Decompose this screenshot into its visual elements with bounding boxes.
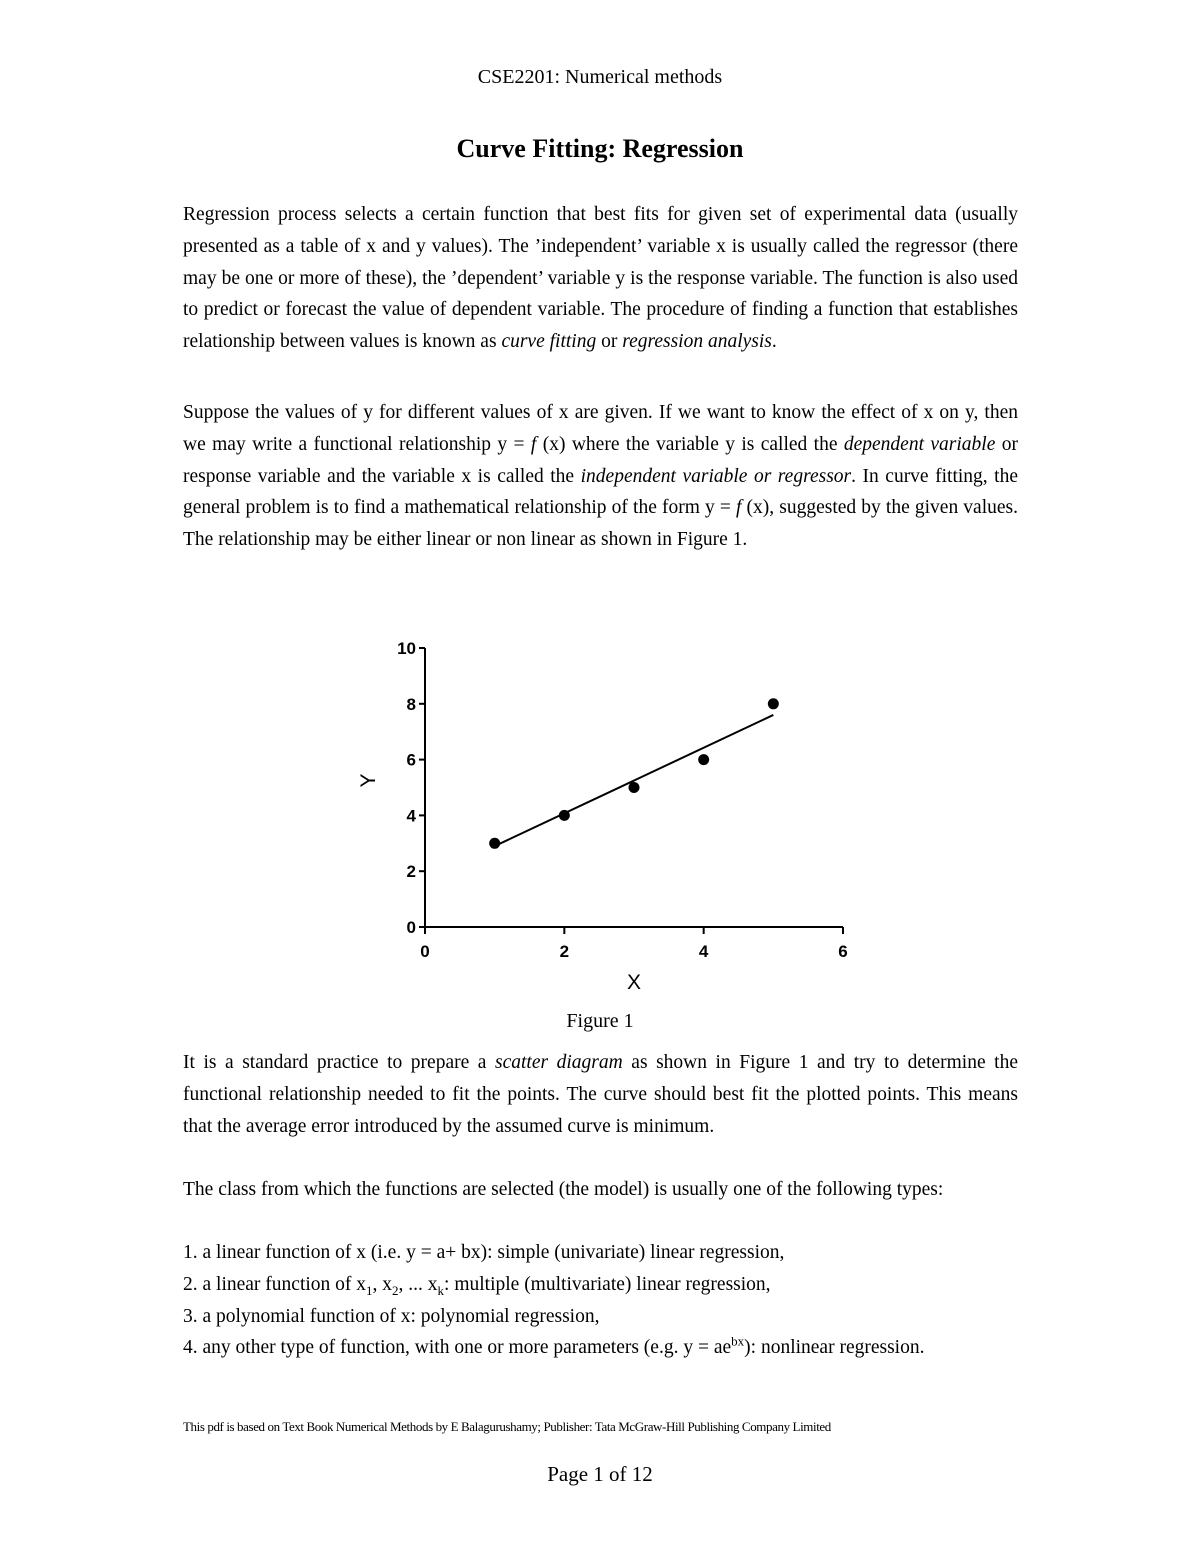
page-title: Curve Fitting: Regression <box>456 134 744 163</box>
subscript: k <box>437 1282 445 1298</box>
function-symbol: f <box>736 497 742 519</box>
list-item-multiple <box>183 1269 1018 1301</box>
data-point <box>768 698 779 709</box>
text: , x <box>372 1273 393 1295</box>
list-item-polynomial: 3. a polynomial function of x: polynomial regression, <box>183 1305 600 1327</box>
scatter-chart <box>350 630 870 1000</box>
text: ): nonlinear regression. <box>744 1337 925 1359</box>
x-tick-label: 2 <box>559 942 570 961</box>
superscript: bx <box>731 1333 745 1349</box>
x-tick-label: 0 <box>420 942 430 961</box>
text: It is a standard practice to prepare a <box>183 1052 496 1073</box>
text: (x) where the variable y is called the <box>536 433 844 455</box>
x-tick-label: 6 <box>838 942 848 961</box>
regression-types-list <box>183 1237 1018 1364</box>
list-item-nonlinear <box>183 1332 1018 1364</box>
text: (x), suggested by the given values. The relationship may be either linear or non linear as shown in Figure 1. <box>183 497 1019 551</box>
course-header: CSE2201: Numerical methods <box>477 66 723 88</box>
x-axis-label: X <box>626 971 642 994</box>
function-symbol: f <box>530 433 537 455</box>
y-tick-label: 10 <box>397 639 416 658</box>
text: , ... x <box>398 1273 438 1295</box>
footnote: This pdf is based on Text Book Numerical Methods by E Balagurushamy; Publisher: Tata McGraw-Hill Publishing Company Limited <box>183 1419 831 1434</box>
term-regression-analysis: regression analysis <box>622 331 772 353</box>
data-points <box>489 698 779 849</box>
text: Regression process selects a certain function that best fits for given set of experimental data (usually presented as a table of x and y values). The ’independent’ variable x is usually called the regressor (there may be one or more of these), the ’dependent’ variable y is the response variable. The function is also used to predict or forecast the value of dependent variable. The procedure of finding a function that establishes relationship between values is known as <box>183 204 1018 353</box>
subscript: 2 <box>392 1282 399 1298</box>
data-point <box>698 754 709 765</box>
y-axis-label: Y <box>357 773 380 788</box>
paragraph-model-class: The class from which the functions are selected (the model) is usually one of the following types: <box>183 1179 944 1200</box>
text: . In curve fitting, the general problem is to find a mathematical relationship of the form y = <box>183 465 1018 519</box>
paragraph-relationship <box>183 397 1018 556</box>
text: or <box>596 331 623 353</box>
subscript: 1 <box>366 1282 373 1298</box>
text: Suppose the values of y for different values of x are given. If we want to know the effect of x on y, then we may write a functional relationship y = <box>183 402 1018 455</box>
y-tick-label: 2 <box>406 862 416 882</box>
paragraph-scatter <box>183 1047 1018 1142</box>
figure-1-chart <box>350 630 870 1000</box>
text: 2. a linear function of x <box>183 1273 367 1295</box>
y-ticks <box>397 639 425 937</box>
term-dependent-variable: dependent variable <box>843 433 996 455</box>
term-scatter-diagram: scatter diagram <box>495 1052 623 1073</box>
text: or response variable and the variable x is called the <box>183 433 1018 487</box>
text: . <box>771 331 777 353</box>
figure-caption: Figure 1 <box>566 1010 634 1032</box>
x-tick-label: 4 <box>698 942 709 961</box>
y-tick-label: 0 <box>406 918 416 937</box>
data-point <box>629 782 640 793</box>
list-item-linear: 1. a linear function of x (i.e. y = a+ bx): simple (univariate) linear regression, <box>183 1242 785 1263</box>
regression-line <box>495 715 774 846</box>
y-tick-label: 6 <box>406 750 416 770</box>
data-point <box>489 838 500 849</box>
y-tick-label: 4 <box>406 806 416 826</box>
data-point <box>559 810 570 821</box>
term-curve-fitting: curve fitting <box>501 331 597 353</box>
x-ticks <box>420 927 847 961</box>
term-independent-variable: independent variable or regressor <box>580 465 852 487</box>
text: as shown in Figure 1 and try to determine the functional relationship needed to fit the points. The curve should best fit the plotted points. This means that the average error introduced by the assumed curve is minimum. <box>183 1052 1018 1137</box>
text: : multiple (multivariate) linear regression, <box>444 1273 771 1295</box>
text: 4. any other type of function, with one or more parameters (e.g. y = ae <box>183 1337 732 1359</box>
page-number: Page 1 of 12 <box>547 1462 653 1486</box>
y-tick-label: 8 <box>406 694 416 714</box>
paragraph-intro <box>183 199 1018 358</box>
